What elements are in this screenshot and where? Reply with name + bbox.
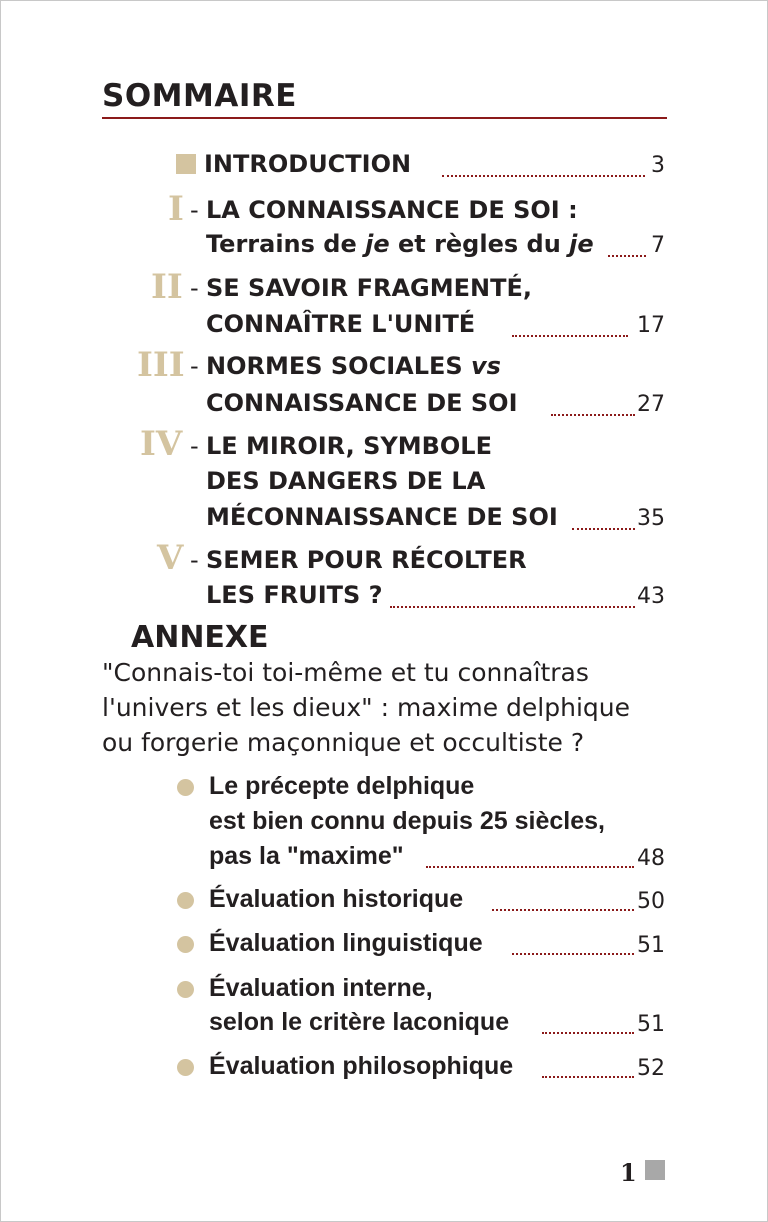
- toc-chapter-2-dash: -: [190, 274, 199, 302]
- annexe-item-4-line-1[interactable]: Évaluation interne,: [209, 974, 433, 1002]
- annexe-item-1-line-3[interactable]: pas la "maxime": [209, 842, 404, 870]
- annexe-item-3-page: 51: [637, 933, 665, 958]
- annexe-item-5-leader: [542, 1076, 634, 1078]
- toc-chapter-2-page: 17: [637, 313, 665, 338]
- toc-chapter-1-page: 7: [651, 233, 665, 258]
- annexe-item-1-leader: [426, 866, 634, 868]
- annexe-item-1-line-2[interactable]: est bien connu depuis 25 siècles,: [209, 807, 605, 835]
- toc-chapter-2-line-1[interactable]: SE SAVOIR FRAGMENTÉ,: [206, 274, 532, 302]
- annexe-item-4-line-2[interactable]: selon le critère laconique: [209, 1008, 510, 1036]
- toc-chapter-5-page: 43: [637, 584, 665, 609]
- toc-chapter-5-line-1[interactable]: SEMER POUR RÉCOLTER: [206, 546, 527, 574]
- toc-intro-page: 3: [651, 153, 665, 178]
- page-title: SOMMAIRE: [102, 78, 297, 114]
- annexe-item-3-bullet-icon: [177, 936, 194, 953]
- annexe-item-5-page: 52: [637, 1056, 665, 1081]
- toc-chapter-4-numeral: IV: [140, 424, 183, 464]
- toc-chapter-5-line-2[interactable]: LES FRUITS ?: [206, 581, 383, 609]
- annexe-item-3-title[interactable]: Évaluation linguistique: [209, 929, 483, 957]
- toc-chapter-1-line-1[interactable]: LA CONNAISSANCE DE SOI :: [206, 196, 578, 224]
- annexe-item-3-leader: [512, 953, 634, 955]
- annexe-item-1-page: 48: [637, 846, 665, 871]
- annexe-item-4-page: 51: [637, 1012, 665, 1037]
- annexe-quote-line-2: l'univers et les dieux" : maxime delphique: [102, 693, 631, 722]
- annexe-item-5-title[interactable]: Évaluation philosophique: [209, 1052, 514, 1080]
- toc-chapter-2-line-2[interactable]: CONNAÎTRE L'UNITÉ: [206, 310, 476, 338]
- toc-chapter-5-leader: [390, 606, 635, 608]
- toc-chapter-3-leader: [551, 414, 635, 416]
- toc-chapter-4-line-3[interactable]: MÉCONNAISSANCE DE SOI: [206, 503, 558, 531]
- toc-chapter-2-leader: [512, 335, 628, 337]
- annexe-item-4-bullet-icon: [177, 981, 194, 998]
- toc-chapter-3-line-1[interactable]: NORMES SOCIALES vs: [206, 352, 501, 380]
- annexe-quote-line-3: ou forgerie maçonnique et occultiste ?: [102, 728, 585, 757]
- toc-chapter-1-dash: -: [190, 196, 199, 224]
- toc-chapter-3-numeral: III: [137, 345, 185, 385]
- annexe-item-4-leader: [542, 1032, 634, 1034]
- toc-chapter-1-line-2[interactable]: Terrains de je et règles du je: [206, 230, 594, 258]
- toc-chapter-5-dash: -: [190, 546, 199, 574]
- page-number: 1: [620, 1158, 637, 1187]
- toc-chapter-3-page: 27: [637, 392, 665, 417]
- toc-chapter-5-numeral: V: [157, 538, 184, 578]
- annexe-item-1-line-1[interactable]: Le précepte delphique: [209, 772, 475, 800]
- title-underline: [102, 117, 667, 119]
- toc-chapter-4-line-1[interactable]: LE MIROIR, SYMBOLE: [206, 432, 492, 460]
- toc-intro-title[interactable]: INTRODUCTION: [204, 150, 412, 178]
- toc-chapter-4-dash: -: [190, 432, 199, 460]
- intro-square-icon: [176, 154, 196, 174]
- annexe-item-2-leader: [492, 909, 634, 911]
- toc-intro-leader: [442, 175, 645, 177]
- annexe-item-2-bullet-icon: [177, 892, 194, 909]
- annexe-item-1-bullet-icon: [177, 779, 194, 796]
- annexe-item-2-title[interactable]: Évaluation historique: [209, 885, 464, 913]
- toc-chapter-1-numeral: I: [168, 189, 184, 229]
- toc-chapter-4-leader: [572, 528, 635, 530]
- toc-chapter-4-line-2[interactable]: DES DANGERS DE LA: [206, 467, 486, 495]
- annexe-quote-line-1: "Connais-toi toi-même et tu connaîtras: [102, 658, 589, 687]
- annexe-item-2-page: 50: [637, 889, 665, 914]
- folio-square-icon: [645, 1160, 665, 1180]
- toc-chapter-3-dash: -: [190, 352, 199, 380]
- toc-chapter-1-leader: [608, 255, 646, 257]
- toc-chapter-2-numeral: II: [151, 267, 183, 307]
- annexe-item-5-bullet-icon: [177, 1059, 194, 1076]
- annexe-title: ANNEXE: [131, 620, 269, 655]
- toc-chapter-3-line-2[interactable]: CONNAISSANCE DE SOI: [206, 389, 518, 417]
- toc-chapter-4-page: 35: [637, 506, 665, 531]
